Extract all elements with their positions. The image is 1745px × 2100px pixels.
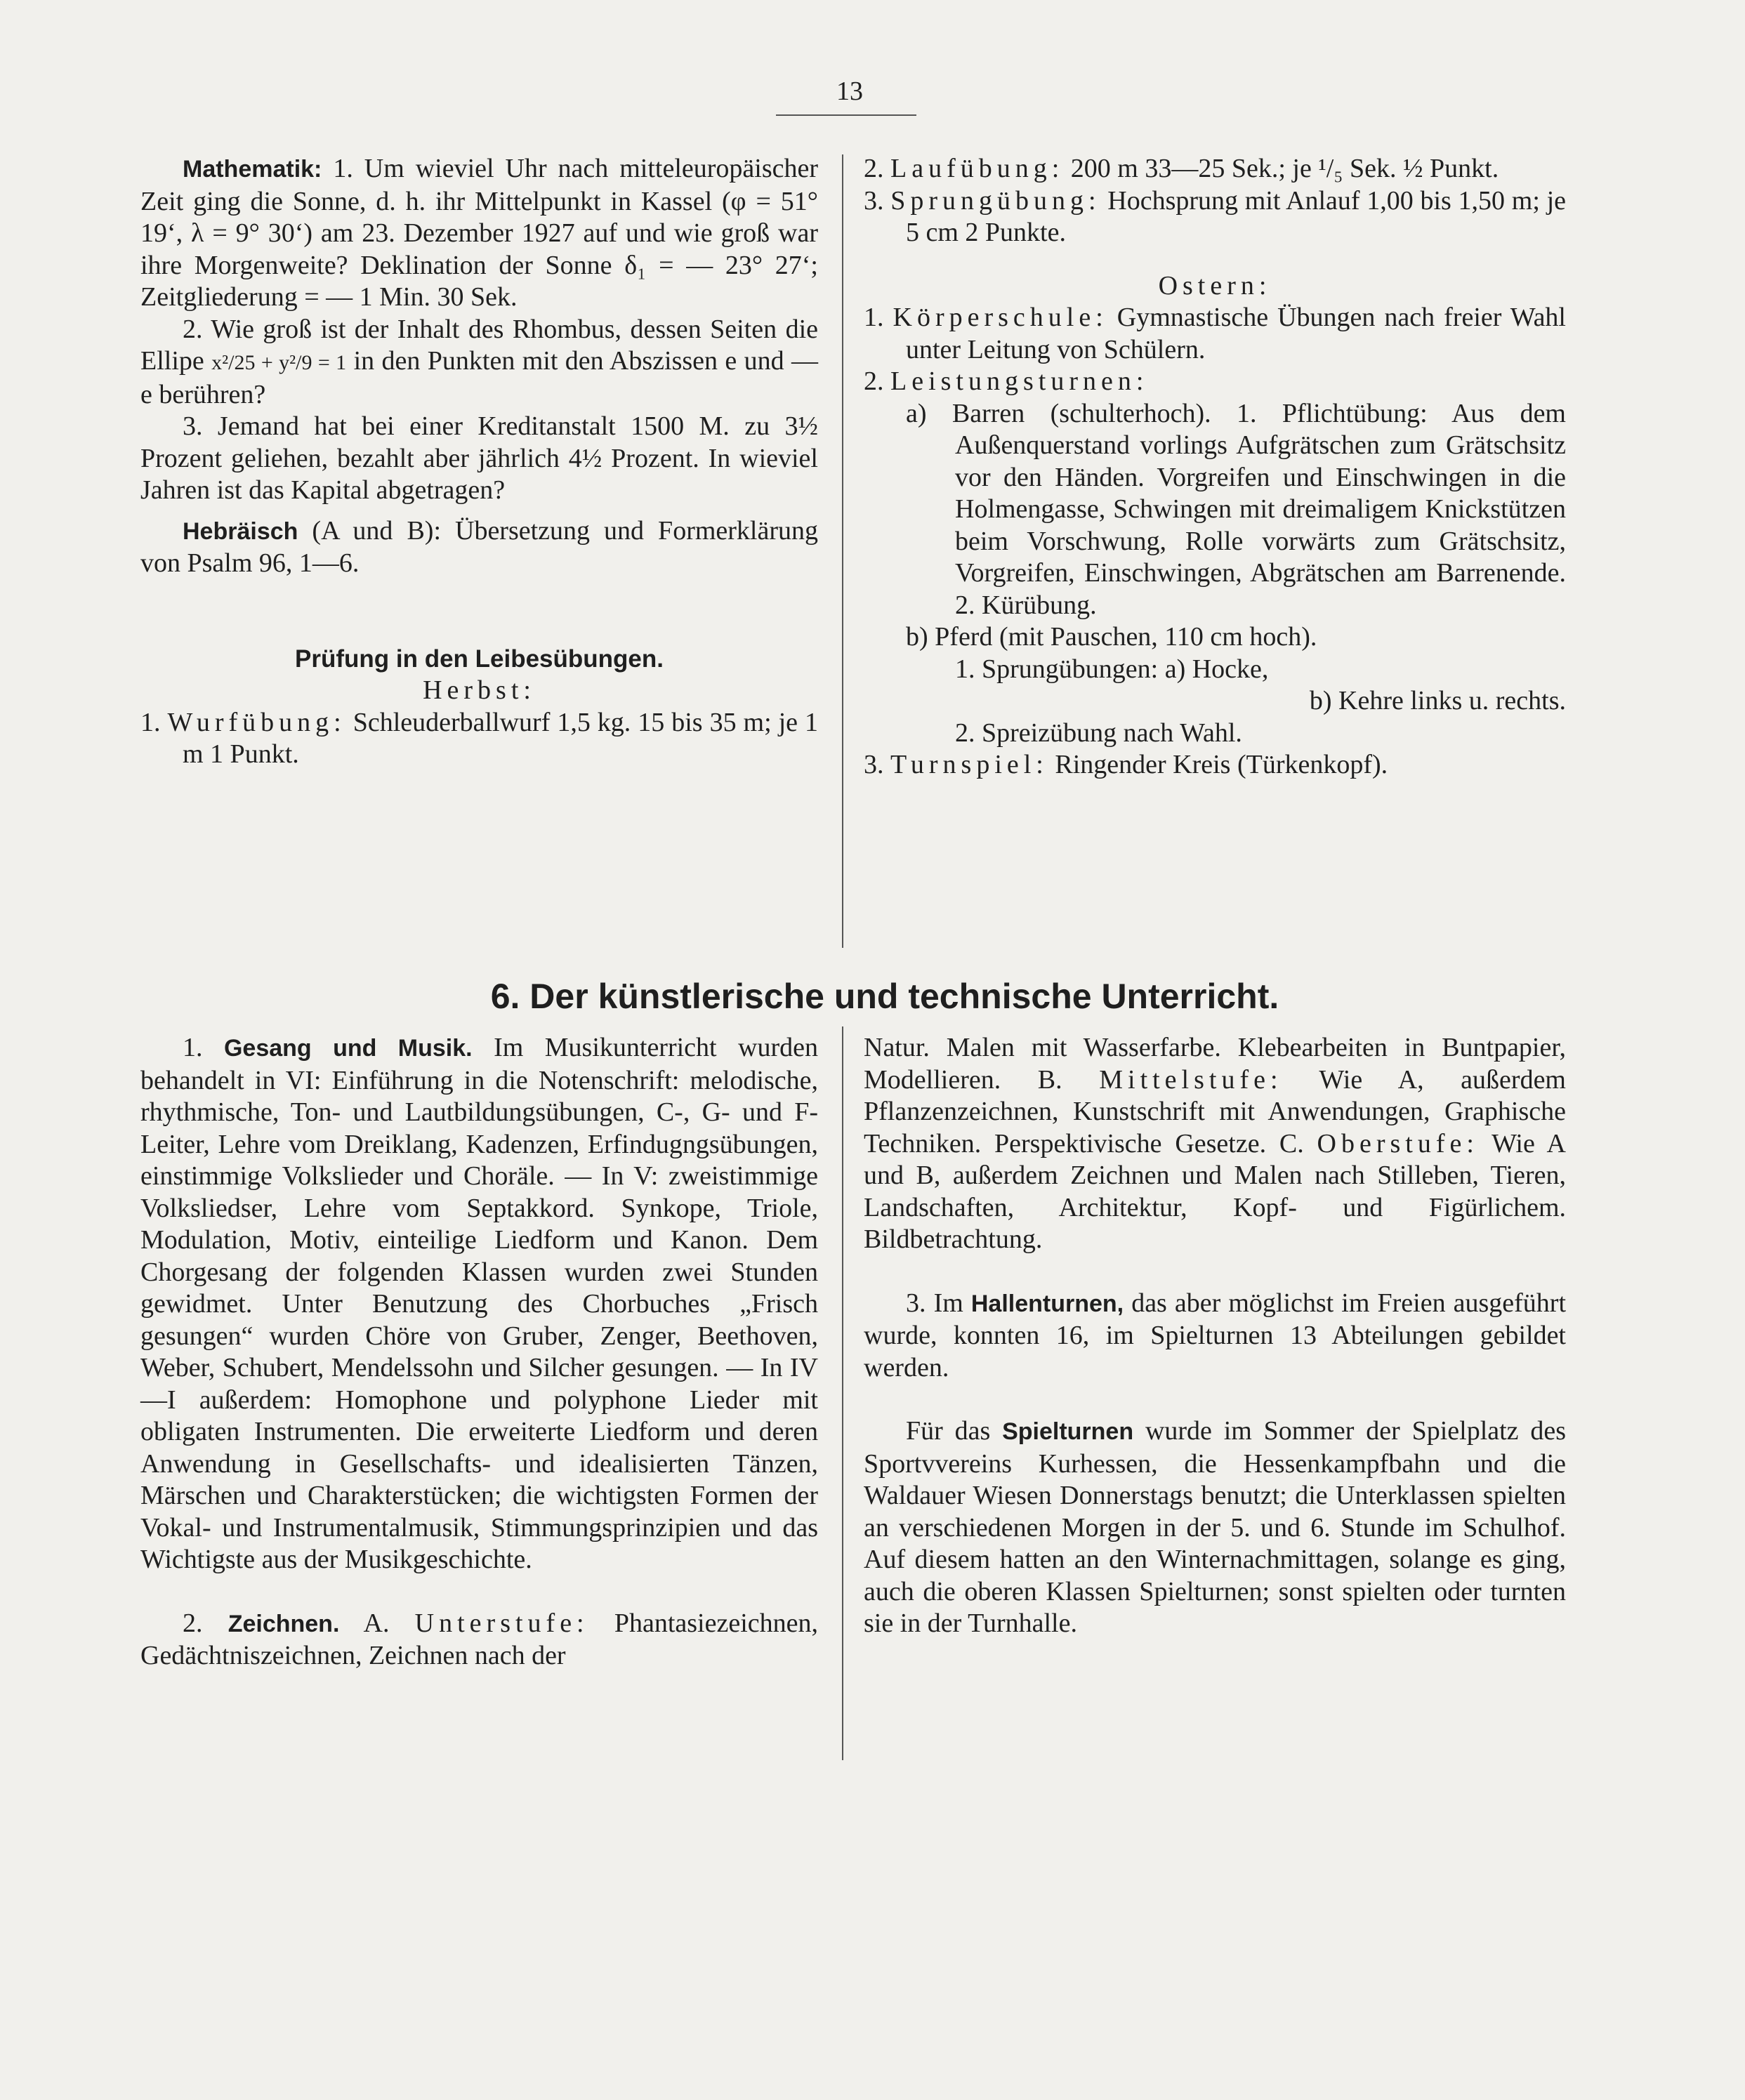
mathematik-label: Mathematik:: [183, 156, 322, 183]
ostern-item-1: 1. Körperschule: Gymnastische Übungen nach freier Wahl unter Leitung von Schülern.: [864, 303, 1566, 364]
barren-paragraph: a) Barren (schulterhoch). 1. Pflichtübung: Aus dem Außenquerstand vorlings Aufgrätschen zum Grätschsitz vor den Händen. Vorgreifen und Einschwingen in die Holmengasse, Schwingen mit dreimaligem Knickstützen beim Vorschwung, Rolle vorwärts zum Grätschsitz, Vorgreifen, Einschwingen, Abgrätschen am Barrenende. 2. Kürübung.: [906, 398, 1566, 620]
spielturnen-label: Spielturnen: [1002, 1418, 1134, 1445]
ostern-item-3: 3. Turnspiel: Ringender Kreis (Türkenkopf).: [864, 750, 1388, 779]
pferd-paragraph: b) Pferd (mit Pauschen, 110 cm hoch).: [906, 622, 1317, 652]
herbst-title: Herbst:: [423, 675, 536, 705]
top-left-column: [140, 153, 818, 771]
mathematik-q2: 2. Wie groß ist der Inhalt des Rhombus, dessen Seiten die Ellipe x²/25 + y²/9 = 1 in den Punkten mit den Abszissen e und —e berühren?: [140, 314, 819, 409]
herbst-item-1: 1. Wurfübung: Schleuderballwurf 1,5 kg. 15 bis 35 m; je 1 m 1 Punkt.: [140, 707, 819, 769]
hebraeisch-paragraph: Hebräisch (A und B): Übersetzung und Formerklärung von Psalm 96, 1—6.: [140, 515, 819, 578]
gesang-label: Gesang und Musik.: [223, 1035, 473, 1062]
page-number: 13: [836, 77, 863, 106]
bottom-left-column: [140, 1032, 818, 1672]
pruefung-title: Prüfung in den Leibesübungen.: [295, 645, 664, 673]
column-divider-top: [842, 154, 843, 948]
hallenturnen-paragraph: 3. Im Hallenturnen, das aber möglichst im Freien ausgeführt wurde, konnten 16, im Spielturnen 13 Abteilungen gebildet werden.: [864, 1288, 1567, 1382]
zeichnen-continued: Natur. Malen mit Wasserfarbe. Klebearbeiten in Buntpapier, Modellieren. B. Mittelstufe: Wie A, außerdem Pflanzenzeichnen, Kunstschrift mit Anwendungen, Graphische Techniken. Perspektivische Gesetze. C. Oberstufe: Wie A und B, außerdem Zeichnen und Malen nach Stilleben, Tieren, Landschaften, Architektur, Kopf- und Figürlichem. Bildbetrachtung.: [864, 1033, 1566, 1254]
pferd-spreiz: 2. Spreizübung nach Wahl.: [955, 718, 1242, 748]
zeichnen-label: Zeichnen.: [228, 1610, 340, 1637]
pferd-kehre: b) Kehre links u. rechts.: [1309, 686, 1566, 715]
mathematik-q3: 3. Jemand hat bei einer Kreditanstalt 1500 M. zu 3½ Prozent geliehen, bezahlt aber jährlich 4½ Prozent. In wieviel Jahren ist das Kapital abgetragen?: [140, 411, 818, 505]
gesang-paragraph: 1. Gesang und Musik. Im Musikunterricht wurden behandelt in VI: Einführung in die Notenschrift: melodische, rhythmische, Ton- und Lautbildungsübungen, C-, G- und F-Leiter, Lehre vom Dreiklang, Kadenzen, Erfindugngsübungen, einstimmige Volkslieder und Choräle. — In V: zweistimmige Volksliedser, Lehre vom Septakkord. Synkope, Triole, Modulation, Motiv, einteilige Liedform und Kanon. Dem Chorgesang der folgenden Klassen wurden zwei Stunden gewidmet. Unter Benutzung des Chorbuches „Frisch gesungen“ wurden Chöre von Gruber, Zenger, Beethoven, Weber, Schubert, Mendelssohn und Silcher gesungen. — In IV—I außerdem: Homophone und polyphone Lieder mit obligaten Instrumenten. Die erweiterte Liedform und deren Anwendung in Gesellschafts- und idealisierten Tänzen, Märschen und Charakterstücken; die wichtigsten Formen der Vokal- und Instrumentalmusik, Stimmungsprinzipien und das Wichtigste aus der Musikgeschichte.: [140, 1033, 819, 1574]
pferd-sprung: 1. Sprungübungen: a) Hocke,: [955, 654, 1269, 684]
hallenturnen-label: Hallenturnen,: [970, 1290, 1124, 1317]
page-number-rule: [776, 114, 916, 116]
ostern-item-2: 2. Leistungsturnen:: [864, 366, 1149, 396]
hebraeisch-label: Hebräisch: [183, 517, 298, 545]
column-divider-bottom: [842, 1026, 843, 1760]
bottom-right-column: [864, 1032, 1566, 1640]
top-right-column: [864, 153, 1566, 781]
spielturnen-paragraph: Für das Spielturnen wurde im Sommer der Spielplatz des Sportvvereins Kurhessen, die Hessenkampfbahn und die Waldauer Wiesen Donnerstags benutzt; die Unterklassen spielten an verschiedenen Morgen in der 5. und 6. Stunde im Schulhof. Auf diesem hatten an den Winternachmittagen, solange es ging, auch die oberen Klassen Spielturnen; sonst spielten oder turnten sie in der Turnhalle.: [864, 1416, 1567, 1638]
herbst-item-2: 2. Laufübung: 200 m 33—25 Sek.; je ¹/₅ Sek. ½ Punkt.: [864, 154, 1499, 183]
ostern-title: Ostern:: [1158, 270, 1272, 301]
ellipse-formula: x²/25 + y²/9 = 1: [211, 351, 347, 374]
zeichnen-paragraph: 2. Zeichnen. A. Unterstufe: Phantasiezeichnen, Gedächtniszeichnen, Zeichnen nach der: [140, 1608, 818, 1670]
herbst-item-3: 3. Sprungübung: Hochsprung mit Anlauf 1,00 bis 1,50 m; je 5 cm 2 Punkte.: [864, 185, 1567, 247]
section-heading: 6. Der künstlerische und technische Unterricht.: [490, 977, 1279, 1016]
mathematik-q1: Mathematik: 1. Um wieviel Uhr nach mitteleuropäischer Zeit ging die Sonne, d. h. ihr Mittelpunkt in Kassel (φ = 51° 19‘, λ = 9° 30‘) am 23. Dezember 1927 auf und wie groß war ihre Morgenweite? Deklination der Sonne δ₁ = — 23° 27‘; Zeitgliederung = — 1 Min. 30 Sek.: [140, 154, 819, 312]
